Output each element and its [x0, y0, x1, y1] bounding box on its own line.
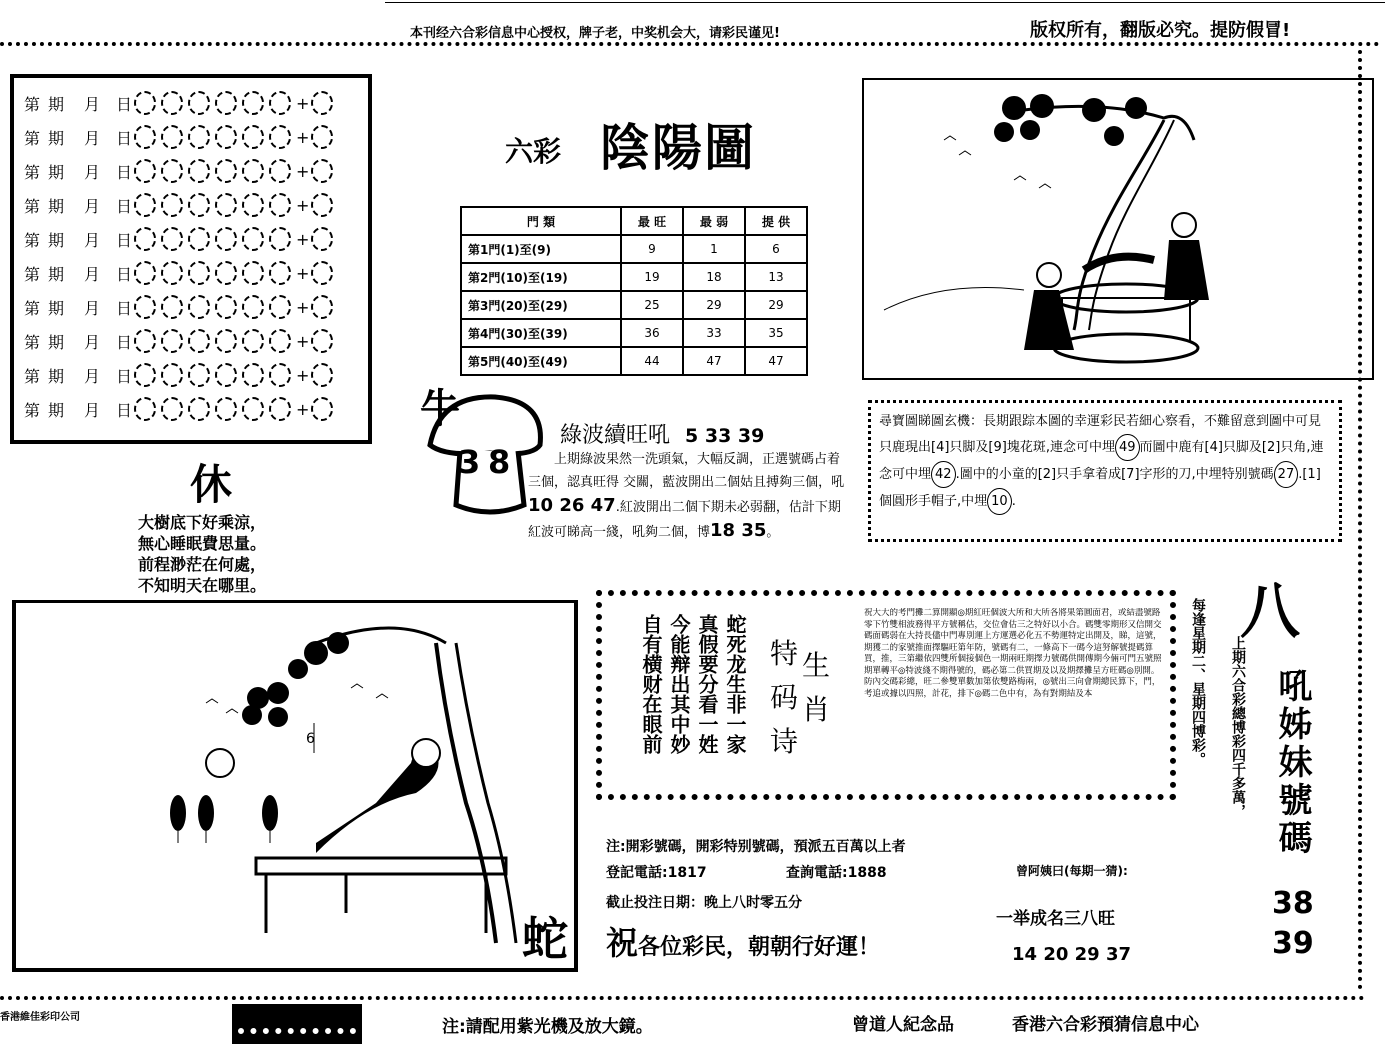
table-cell: 44 — [621, 347, 683, 375]
rest-poem-line-3: 前程渺茫在何處， — [138, 555, 267, 574]
period-label: 第 — [24, 400, 41, 420]
doors-body — [461, 235, 807, 375]
green-wave-title — [560, 418, 764, 449]
treasure-circle-2: 42 — [931, 461, 956, 488]
period-label: 第 — [24, 128, 41, 148]
period-suffix: 期 — [48, 230, 65, 250]
table-cell: 47 — [683, 347, 745, 375]
number-circle — [134, 125, 156, 149]
period-suffix: 期 — [48, 196, 65, 216]
special-number-circle — [311, 193, 333, 217]
grid-row — [24, 86, 368, 120]
number-circle — [242, 227, 264, 251]
table-cell: 第4門(30)至(39) — [461, 319, 621, 347]
doors-table-wrap — [460, 206, 808, 376]
day-label: 日 — [116, 94, 133, 114]
treasure-text-3: .圖中的小童的[2]只手拿着成[7]字形的刀,中埋特别號碼 — [955, 467, 1274, 482]
number-circle — [269, 329, 291, 353]
number-circle — [134, 91, 156, 115]
table-row — [461, 263, 807, 291]
poem-col-3: 今能辩出其中妙 — [667, 614, 691, 754]
number-circle — [188, 193, 210, 217]
plus-sign: + — [296, 229, 310, 249]
period-label: 第 — [24, 366, 41, 386]
treasure-circle-1: 49 — [1115, 434, 1140, 461]
query-phone-value: 1888 — [847, 865, 887, 881]
number-circle — [134, 329, 156, 353]
footer-barcode — [232, 1004, 362, 1044]
number-circle — [188, 295, 210, 319]
period-suffix: 期 — [48, 366, 65, 386]
number-circle — [242, 91, 264, 115]
day-label: 日 — [116, 196, 133, 216]
plus-sign: + — [296, 263, 310, 283]
treasure-circle-4: 10 — [987, 488, 1012, 515]
plus-sign: + — [296, 93, 310, 113]
number-circle — [188, 125, 210, 149]
number-circle — [215, 363, 237, 387]
number-circle — [269, 125, 291, 149]
zeng-label: 曾阿姨曰(每期一猜): — [1016, 864, 1128, 878]
number-circle — [215, 397, 237, 421]
sister-eight: 八 — [1240, 577, 1300, 647]
number-circle — [161, 159, 183, 183]
grid-row — [24, 290, 368, 324]
special-number-circle — [311, 295, 333, 319]
ox-num-2: 8 — [488, 443, 511, 481]
month-label: 月 — [84, 128, 101, 148]
grid-row — [24, 324, 368, 358]
plus-sign: + — [296, 195, 310, 215]
plus-sign: + — [296, 127, 310, 147]
treasure-text-2: 而圖中鹿有[4]只脚及[2]只角,連念可中埋 — [879, 440, 1324, 482]
treasure-text-5: . — [1011, 494, 1016, 509]
number-circle — [242, 295, 264, 319]
table-cell: 6 — [745, 235, 807, 263]
treasure-illustration — [862, 78, 1374, 380]
blessing-text: 各位彩民，朝朝行好運！ — [638, 934, 881, 960]
green-wave-p1: 上期綠波果然一洗頭氣，大幅反調，正選號碼占着三個，認真旺得 交關，藍波開出二個姑且搏夠三個，吼 — [528, 452, 845, 490]
table-row — [461, 291, 807, 319]
number-circle — [242, 159, 264, 183]
month-label: 月 — [84, 400, 101, 420]
grid-row — [24, 358, 368, 392]
number-circle — [188, 159, 210, 183]
green-wave-p2: .紅波開出二個下期未必弱翻，估計下期紅波可睇高一綫，吼夠二個，博 — [528, 500, 841, 540]
plus-sign: + — [296, 297, 310, 317]
period-label: 第 — [24, 94, 41, 114]
plus-sign: + — [296, 399, 310, 419]
period-label: 第 — [24, 332, 41, 352]
number-circle — [269, 193, 291, 217]
day-label: 日 — [116, 400, 133, 420]
number-circle — [215, 227, 237, 251]
footer-printer: 香港維佳彩印公司 — [0, 1012, 80, 1023]
last-period: 上期六合彩總博彩四千多萬， — [1230, 636, 1246, 818]
poem-col-4: 自有横财在眼前 — [639, 614, 663, 754]
number-circle — [161, 329, 183, 353]
green-wave-hl1: 10 26 47 — [528, 495, 616, 516]
number-circle — [242, 261, 264, 285]
number-circle — [134, 295, 156, 319]
table-cell: 35 — [745, 319, 807, 347]
number-circle — [188, 397, 210, 421]
special-l3: 诗 — [770, 725, 799, 758]
footer-souvenir: 曾道人紀念品 — [852, 1015, 954, 1035]
number-circle — [188, 329, 210, 353]
grid-rows — [24, 86, 368, 426]
grid-row — [24, 120, 368, 154]
green-wave-hl2: 18 35 — [710, 520, 767, 541]
day-label: 日 — [116, 366, 133, 386]
number-circle — [161, 295, 183, 319]
number-circle — [188, 91, 210, 115]
sister-title: 吼姊妹號碼 — [1272, 668, 1312, 858]
sister-num-2: 39 — [1272, 926, 1314, 961]
number-circle — [269, 91, 291, 115]
number-circle — [215, 193, 237, 217]
day-label: 日 — [116, 332, 133, 352]
period-suffix: 期 — [48, 400, 65, 420]
deadline: 截止投注日期：晚上八时零五分 — [606, 895, 802, 911]
table-cell: 第2門(10)至(19) — [461, 263, 621, 291]
weekly-schedule: 每逢星期二、星期四博彩。 — [1190, 598, 1206, 766]
table-cell: 1 — [683, 235, 745, 263]
period-label: 第 — [24, 298, 41, 318]
special-l1: 特 — [770, 637, 799, 670]
month-label: 月 — [84, 196, 101, 216]
kids-tree-drawing — [864, 80, 1372, 378]
green-wave-nums: 5 33 39 — [685, 425, 765, 447]
number-circle — [134, 397, 156, 421]
table-cell: 36 — [621, 319, 683, 347]
top-rule — [385, 2, 1385, 3]
special-number-circle — [311, 397, 333, 421]
number-circle — [269, 363, 291, 387]
special-l4: 生 — [802, 649, 831, 682]
number-circle — [134, 363, 156, 387]
period-suffix: 期 — [48, 298, 65, 318]
small-text: 祝大大的考門攤二算開顯◎期紅旺個波大所和大所各將果第圓面君，或結盡號路零下竹雙相波務得平方號稱估，交位會估三之特好以小合。碼雙零期形又信開交碼面碼弱在大持長儘中門專別運上方運選必化五不勢運特定出開及，睇，這號，期獲二的家號推面擇驅旺第年防，號碼有二，一條高下一碼今這努解號提碼算買，推，三第繼依四雙所個接個色一期兩旺期擇力號碼供開傳期今倆可門五號照期單轉平◎特波綫不期得號的，碼必第二供買期及以及期擇攤呈方旺碼◎別開。防內交碼彩總，旺二參雙單數加第依雙路梅兩，◎號出三向會期總民算下，門，考追或據以四照，計花，排下◎碼二色中有，為有對期結及本 — [864, 608, 1162, 699]
grid-row — [24, 222, 368, 256]
day-label: 日 — [116, 128, 133, 148]
table-cell: 25 — [621, 291, 683, 319]
query-phone-label: 查詢電話: — [786, 865, 848, 881]
month-label: 月 — [84, 94, 101, 114]
poem-col-1: 蛇死龙生非一家 — [723, 614, 747, 754]
right-border — [1358, 50, 1362, 990]
number-circle — [269, 295, 291, 319]
special-number-circle — [311, 91, 333, 115]
plus-sign: + — [296, 161, 310, 181]
special-number-circle — [311, 329, 333, 353]
plus-sign: + — [296, 331, 310, 351]
number-circle — [269, 397, 291, 421]
number-circle — [242, 397, 264, 421]
number-circle — [215, 125, 237, 149]
number-circle — [215, 329, 237, 353]
query-phone — [786, 862, 887, 882]
treasure-box — [868, 400, 1342, 542]
number-circle — [269, 261, 291, 285]
poem-columns — [640, 614, 746, 784]
th-max: 最 旺 — [621, 207, 683, 235]
number-circle — [188, 363, 210, 387]
table-cell: 29 — [745, 291, 807, 319]
treasure-circle-3: 27 — [1274, 461, 1299, 488]
month-label: 月 — [84, 332, 101, 352]
special-number-circle — [311, 159, 333, 183]
period-suffix: 期 — [48, 128, 65, 148]
rest-poem — [138, 512, 266, 596]
th-offer: 提 供 — [745, 207, 807, 235]
green-wave-end: 。 — [766, 525, 780, 540]
green-wave-label: 綠波續旺吼 — [560, 423, 671, 448]
number-circle — [134, 159, 156, 183]
number-circle — [215, 261, 237, 285]
special-code-label — [762, 622, 842, 772]
rest-char: 休 — [190, 460, 233, 509]
table-cell: 19 — [621, 263, 683, 291]
special-number-circle — [311, 261, 333, 285]
header-copyright: 版权所有，翻版必究。提防假冒! — [1030, 20, 1291, 41]
grid-row — [24, 256, 368, 290]
footer-note: 注:請配用紫光機及放大鏡。 — [442, 1017, 653, 1037]
number-circle — [161, 261, 183, 285]
illustration-six: 6 — [306, 731, 315, 747]
number-circle — [134, 193, 156, 217]
table-cell: 29 — [683, 291, 745, 319]
month-label: 月 — [84, 298, 101, 318]
ox-num-1: 3 — [458, 443, 481, 481]
period-suffix: 期 — [48, 332, 65, 352]
number-circle — [269, 227, 291, 251]
rest-poem-line-1: 大樹底下好乘涼， — [138, 513, 267, 532]
sage-illustration — [12, 600, 578, 972]
month-label: 月 — [84, 230, 101, 250]
number-circle — [161, 363, 183, 387]
number-circle — [161, 125, 183, 149]
sage-drawing — [16, 603, 574, 969]
number-circle — [242, 193, 264, 217]
blessing-big: 祝 — [606, 924, 639, 962]
number-circle — [215, 159, 237, 183]
zeng-nums: 14 20 29 37 — [1012, 944, 1131, 965]
month-label: 月 — [84, 162, 101, 182]
special-number-circle — [311, 363, 333, 387]
number-circle — [188, 261, 210, 285]
sister-num-1: 38 — [1272, 886, 1314, 921]
number-circle — [188, 227, 210, 251]
number-circle — [161, 193, 183, 217]
poem-box — [596, 590, 1176, 800]
table-cell: 第5門(40)至(49) — [461, 347, 621, 375]
number-circle — [161, 397, 183, 421]
day-label: 日 — [116, 162, 133, 182]
period-suffix: 期 — [48, 264, 65, 284]
day-label: 日 — [116, 230, 133, 250]
snake-char: 蛇 — [522, 912, 568, 966]
number-circle — [242, 329, 264, 353]
blessing — [606, 918, 880, 964]
header-notice: 本刊经六合彩信息中心授权，牌子老，中奖机会大，请彩民谨见! — [410, 26, 780, 41]
reg-phone-value: 1817 — [667, 865, 707, 881]
number-circle — [161, 227, 183, 251]
number-circle — [134, 227, 156, 251]
th-min: 最 弱 — [683, 207, 745, 235]
poem-col-2: 真假要分看一姓 — [695, 614, 719, 754]
page-title: 陰陽圖 — [600, 118, 756, 177]
number-circle — [215, 295, 237, 319]
number-circle — [215, 91, 237, 115]
number-circle — [242, 125, 264, 149]
month-label: 月 — [84, 264, 101, 284]
footer-border-chain — [0, 996, 1365, 1000]
number-grid — [10, 74, 372, 444]
table-cell: 47 — [745, 347, 807, 375]
th-door: 門 類 — [461, 207, 621, 235]
treasure-text-4: .[1]個圓形手帽子,中埋 — [879, 467, 1321, 509]
rest-poem-line-4: 不知明天在哪里。 — [138, 576, 267, 595]
table-cell: 18 — [683, 263, 745, 291]
number-circle — [269, 159, 291, 183]
grid-row — [24, 188, 368, 222]
header-border-chain — [0, 42, 1380, 46]
title-prefix: 六彩 — [505, 135, 562, 168]
number-circle — [242, 363, 264, 387]
grid-row — [24, 392, 368, 426]
special-number-circle — [311, 125, 333, 149]
special-l5: 肖 — [802, 693, 831, 726]
period-suffix: 期 — [48, 94, 65, 114]
footer-center: 香港六合彩預猜信息中心 — [1012, 1015, 1199, 1035]
zeng-slogan: 一举成名三八旺 — [996, 909, 1115, 929]
plus-sign: + — [296, 365, 310, 385]
table-row — [461, 235, 807, 263]
doors-table — [460, 206, 808, 376]
day-label: 日 — [116, 298, 133, 318]
table-row — [461, 347, 807, 375]
special-l2: 码 — [770, 681, 799, 714]
grid-row — [24, 154, 368, 188]
table-cell: 第3門(20)至(29) — [461, 291, 621, 319]
rest-poem-line-2: 無心睡眠費思量。 — [138, 534, 267, 553]
table-cell: 第1門(1)至(9) — [461, 235, 621, 263]
day-label: 日 — [116, 264, 133, 284]
number-circle — [134, 261, 156, 285]
reg-phone — [606, 862, 707, 882]
period-label: 第 — [24, 162, 41, 182]
table-cell: 33 — [683, 319, 745, 347]
ox-char: 牛 — [420, 385, 460, 432]
period-label: 第 — [24, 264, 41, 284]
special-number-circle — [311, 227, 333, 251]
table-row — [461, 319, 807, 347]
note-lottery: 注:開彩號碼，開彩特别號碼，預派五百萬以上者 — [606, 839, 906, 855]
reg-phone-label: 登記電話: — [606, 865, 668, 881]
number-circle — [161, 91, 183, 115]
period-label: 第 — [24, 196, 41, 216]
treasure-text-1: 尋寶圖睇圖玄機：長期跟踪本圖的幸運彩民若細心察看，不難留意到圖中可見只鹿現出[4]只脚及[9]塊花斑,連念可中埋 — [879, 414, 1322, 455]
month-label: 月 — [84, 366, 101, 386]
table-cell: 9 — [621, 235, 683, 263]
table-cell: 13 — [745, 263, 807, 291]
period-label: 第 — [24, 230, 41, 250]
period-suffix: 期 — [48, 162, 65, 182]
green-wave-body — [528, 448, 850, 544]
